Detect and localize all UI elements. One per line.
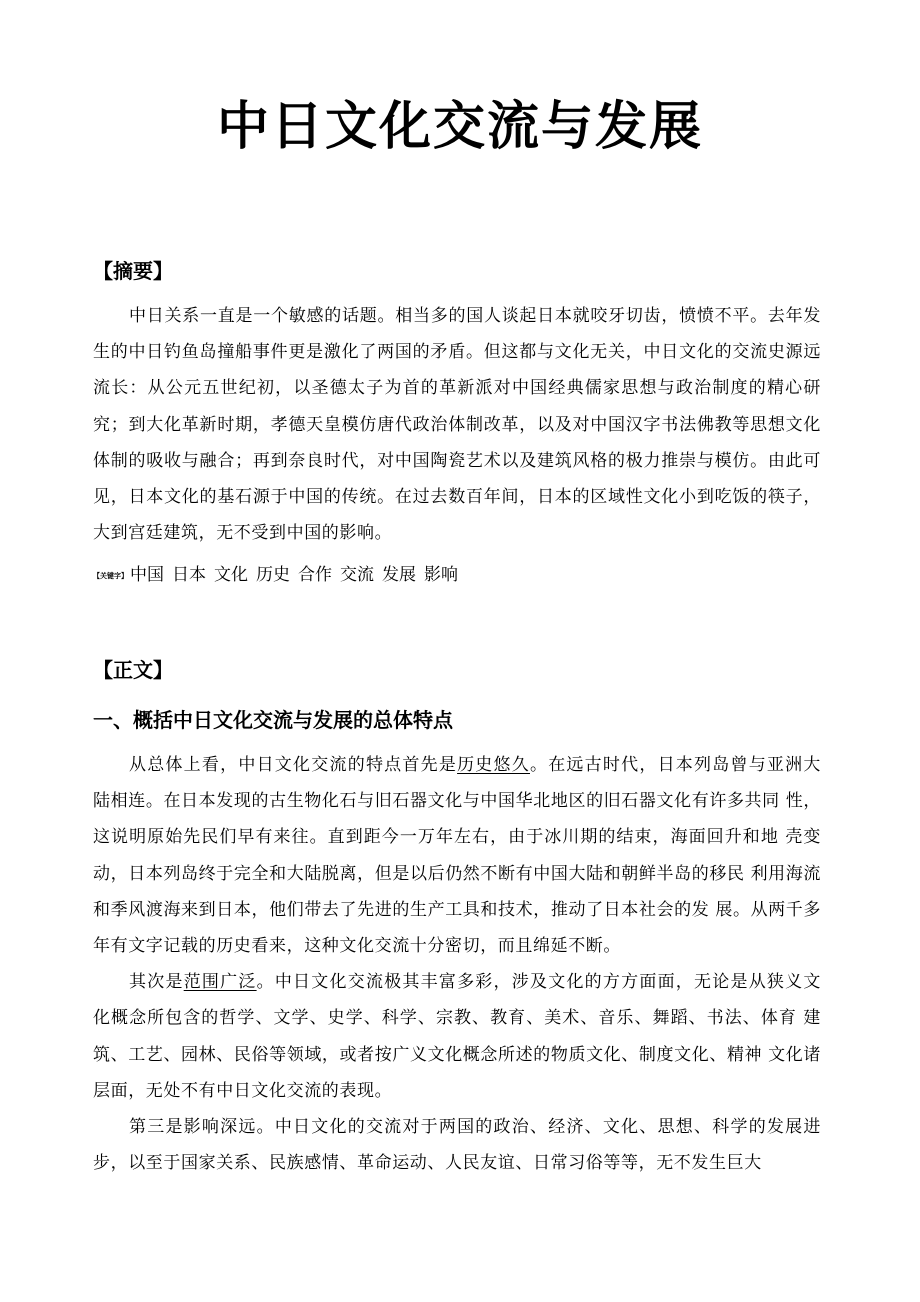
body-heading: 【正文】 <box>93 658 173 682</box>
keywords-line <box>93 561 466 590</box>
paragraph-influence: 第三是影响深远。中日文化的交流对于两国的政治、经济、文化、思想、科学的发展进步，以至于国家关系、民族感情、革命运动、人民友谊、日常习俗等等，无不发生巨大 <box>93 1117 821 1174</box>
paragraph-scope <box>93 964 821 1109</box>
underlined-phrase: 范围广泛 <box>183 972 257 993</box>
keyword: 交流 <box>340 565 374 585</box>
paragraph-history <box>93 747 821 964</box>
keyword: 历史 <box>256 565 290 585</box>
paragraph-text: 。在远古时代，日本列岛曾与亚洲大 陆相连。在日本发现的古生物化石与旧石器文化与中国华北地区的旧石器文化有许多共同 性，这说明原始先民们早有来往。直到距今一万年左右，由于冰川期的结束，海面回升和地 壳变动，日本列岛终于完全和大陆脱离，但是以后仍然不断有中国大陆和朝鲜半岛的移民 利用海流和季风渡海来到日本，他们带去了先进的生产工具和技术，推动了日本社会的发 展。从两千多年有文字记载的历史看来，这种文化交流十分密切，而且绵延不断。 <box>93 755 821 957</box>
keyword: 文化 <box>214 565 248 585</box>
keyword: 发展 <box>382 565 416 585</box>
keyword: 日本 <box>172 565 206 585</box>
section-1-heading: 一、概括中日文化交流与发展的总体特点 <box>93 708 453 732</box>
keyword: 影响 <box>424 565 458 585</box>
abstract-heading: 【摘要】 <box>93 259 173 283</box>
paragraph-text: 其次是 <box>129 972 184 993</box>
document-title: 中日文化交流与发展 <box>216 97 703 157</box>
abstract-paragraph: 中日关系一直是一个敏感的话题。相当多的国人谈起日本就咬牙切齿，愤愤不平。去年发生的中日钓鱼岛撞船事件更是激化了两国的矛盾。但这都与文化无关，中日文化的交流史源远流长：从公元五世纪初，以圣德太子为首的革新派对中国经典儒家思想与政治制度的精心研究；到大化革新时期，孝德天皇模仿唐代政治体制改革，以及对中国汉字书法佛教等思想文化体制的吸收与融合；再到奈良时代，对中国陶瓷艺术以及建筑风格的极力推崇与模仿。由此可见，日本文化的基石源于中国的传统。在过去数百年间，日本的区域性文化小到吃饭的筷子，大到宫廷建筑，无不受到中国的影响。 <box>93 306 821 544</box>
paragraph-text: 。中日文化交流极其丰富多彩，涉及文化的方方面面，无论是从狭义文 化概念所包含的哲学、文学、史学、科学、宗教、教育、美术、音乐、舞蹈、书法、体育 建筑、工艺、园林、民俗等领域，或者按广义文化概念所述的物质文化、制度文化、精神 文化诸层面，无处不有中日文化交流的表现。 <box>93 972 821 1101</box>
section-1-body <box>93 747 821 1181</box>
abstract-block <box>93 298 821 551</box>
keyword: 合作 <box>298 565 332 585</box>
paragraph-text: 从总体上看，中日文化交流的特点首先是 <box>129 755 458 775</box>
keyword: 中国 <box>130 565 164 585</box>
keywords-label: 【关键字】 <box>93 571 128 580</box>
underlined-phrase: 历史悠久 <box>457 755 530 775</box>
